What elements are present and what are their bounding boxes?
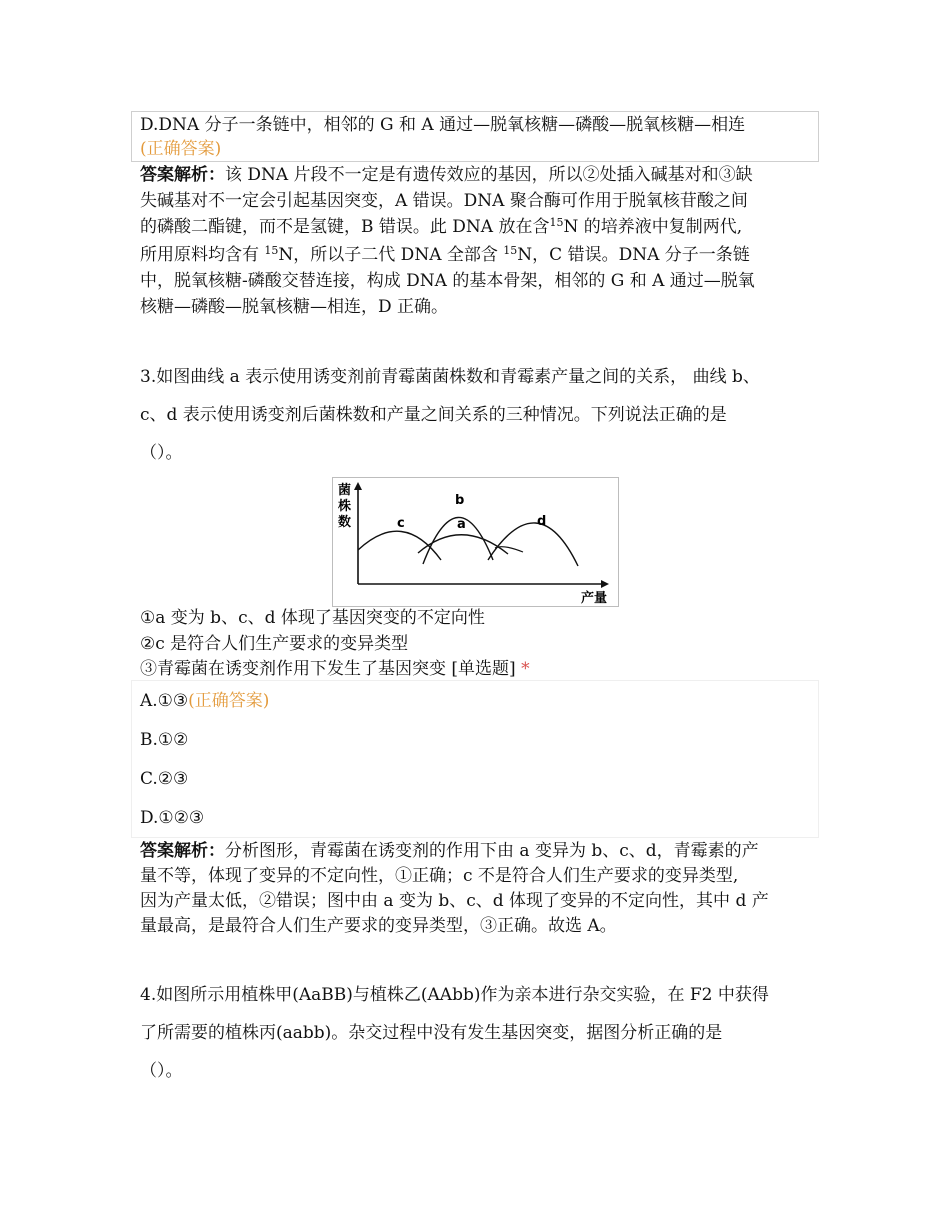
isotope-superscript: 15 — [503, 244, 518, 257]
analysis-text: 分析图形，青霉菌在诱变剂的作用下由 a 变异为 b、c、d，青霉素的产 — [225, 841, 759, 861]
question-text: 3.如图曲线 a 表示使用诱变剂前青霉菌菌株数和青霉素产量之间的关系， 曲线 b、 — [140, 367, 760, 387]
q3-figure — [332, 477, 619, 607]
analysis-text: N，C 错误。DNA 分子一条链 — [517, 245, 750, 265]
q3-stem-line-3 — [140, 440, 183, 466]
y-axis-arrow — [354, 482, 362, 490]
correct-answer-tag: (正确答案) — [140, 139, 222, 159]
q2-option-d — [140, 112, 745, 138]
analysis-text: 因为产量太低，②错误；图中由 a 变为 b、c、d 体现了变异的不定向性，其中 d 产 — [140, 891, 769, 911]
q3-option-b[interactable] — [140, 727, 188, 753]
analysis-label: 答案解析： — [140, 841, 225, 861]
correct-answer-tag: (正确答案) — [188, 691, 270, 711]
q3-option-a[interactable] — [140, 688, 269, 714]
y-label-char-2: 株 — [338, 499, 352, 514]
q3-analysis-line-2 — [140, 863, 738, 889]
q2-option-d-text: D.DNA 分子一条链中，相邻的 G 和 A 通过—脱氧核糖—磷酸—脱氧核糖—相连 — [140, 115, 746, 135]
isotope-superscript: 15 — [264, 244, 279, 257]
q2-analysis-line-6 — [140, 294, 448, 320]
q4-stem-line-3 — [140, 1058, 183, 1084]
analysis-text: 该 DNA 片段不一定是有遗传效应的基因，所以②处插入碱基对和③缺 — [225, 165, 753, 185]
curve-label-b: b — [455, 493, 465, 508]
curve-d — [488, 523, 578, 566]
curve-label-a: a — [457, 517, 466, 532]
curve-label-c: c — [397, 516, 405, 531]
analysis-text: 失碱基对不一定会引起基因突变，A 错误。DNA 聚合酶可作用于脱氧核苷酸之间 — [140, 191, 748, 211]
question-text: 4.如图所示用植株甲(AaBB)与植株乙(AAbb)作为亲本进行杂交实验，在 F2 中获得 — [140, 985, 769, 1005]
x-label: 产量 — [581, 591, 608, 606]
q2-analysis-line-4 — [140, 242, 750, 268]
curve-label-d: d — [537, 514, 547, 529]
analysis-text: 量不等，体现了变异的不定向性，①正确；c 不是符合人们生产要求的变异类型, — [140, 866, 739, 886]
required-star: * — [521, 659, 530, 679]
x-axis-arrow — [601, 580, 609, 588]
analysis-label: 答案解析： — [140, 165, 225, 185]
q4-stem-line-1 — [140, 982, 769, 1008]
question-text: （）。 — [140, 443, 183, 463]
q4-stem-line-2 — [140, 1020, 722, 1046]
analysis-text: N 的培养液中复制两代, — [563, 217, 743, 237]
q3-statement-3 — [140, 656, 530, 682]
q2-correct-tag — [140, 136, 221, 162]
q3-option-d[interactable] — [140, 805, 204, 831]
q2-analysis-line-5 — [140, 268, 755, 294]
statement-text: ②c 是符合人们生产要求的变异类型 — [140, 634, 409, 654]
q2-analysis-line-3 — [140, 214, 742, 240]
option-label: A.①③ — [140, 691, 189, 711]
q3-analysis-line-1 — [140, 838, 759, 864]
analysis-text: 量最高，是最符合人们生产要求的变异类型，③正确。故选 A。 — [140, 916, 617, 936]
y-label-char-1: 菌 — [338, 483, 352, 498]
question-text: 了所需要的植株丙(aabb)。杂交过程中没有发生基因突变，据图分析正确的是 — [140, 1023, 723, 1043]
option-label: B.①② — [140, 730, 189, 750]
question-text: c、d 表示使用诱变剂后菌株数和产量之间关系的三种情况。下列说法正确的是 — [140, 405, 727, 425]
option-label: D.①②③ — [140, 808, 205, 828]
analysis-text: 核糖—磷酸—脱氧核糖—相连，D 正确。 — [140, 297, 449, 317]
analysis-text: N，所以子二代 DNA 全部含 — [278, 245, 504, 265]
q2-analysis-line-1 — [140, 162, 753, 188]
q3-analysis-line-3 — [140, 888, 769, 914]
analysis-text: 中，脱氧核糖-磷酸交替连接，构成 DNA 的基本骨架，相邻的 G 和 A 通过—脱氧 — [140, 271, 755, 291]
q3-statement-2 — [140, 631, 408, 657]
q3-analysis-line-4 — [140, 913, 617, 939]
statement-text: ①a 变为 b、c、d 体现了基因突变的不定向性 — [140, 608, 485, 628]
q2-analysis-line-2 — [140, 188, 748, 214]
option-label: C.②③ — [140, 769, 189, 789]
question-text: （）。 — [140, 1061, 183, 1081]
y-label-char-3: 数 — [338, 515, 352, 530]
curve-graph — [333, 478, 618, 606]
q3-stem-line-2 — [140, 402, 727, 428]
analysis-text: 的磷酸二酯键，而不是氢键，B 错误。此 DNA 放在含 — [140, 217, 550, 237]
statement-text: ③青霉菌在诱变剂作用下发生了基因突变 [单选题] — [140, 659, 516, 679]
q3-statement-1 — [140, 605, 485, 631]
q3-option-c[interactable] — [140, 766, 188, 792]
q3-stem-line-1 — [140, 364, 760, 390]
isotope-superscript: 15 — [549, 216, 564, 229]
analysis-text: 所用原料均含有 — [140, 245, 265, 265]
